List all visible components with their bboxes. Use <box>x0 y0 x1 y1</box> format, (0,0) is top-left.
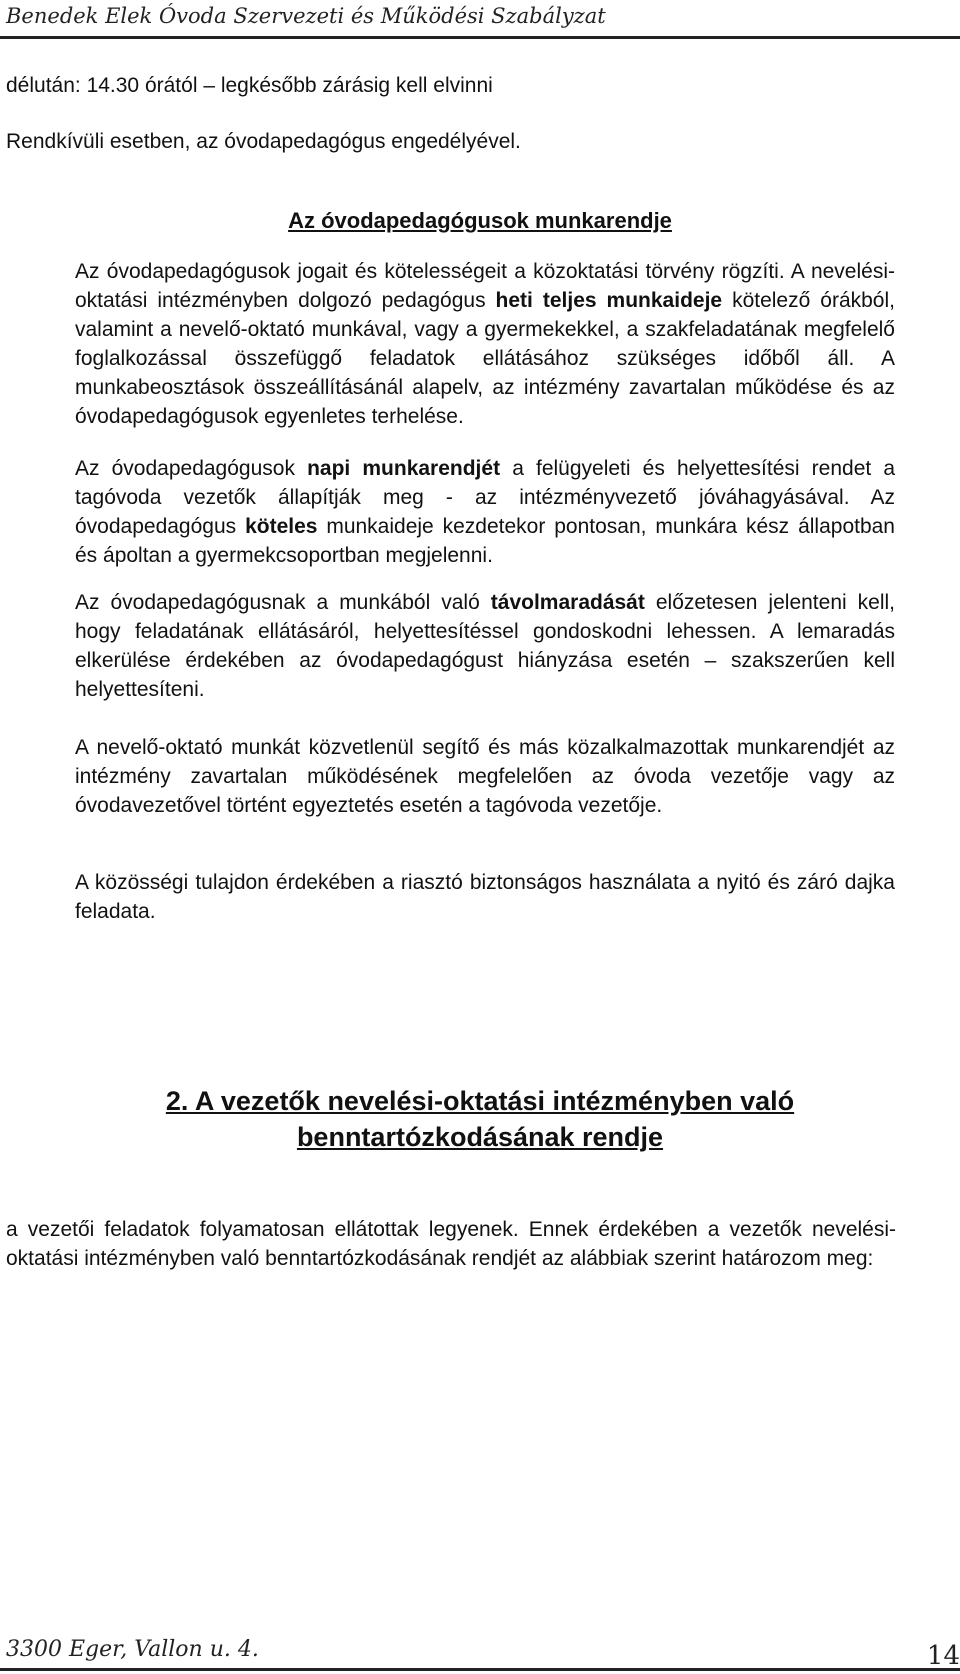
paragraph-absence <box>75 588 895 704</box>
paragraph-text: kötelező órákból, valamint a nevelő-oktató munkával, vagy a gyermekekkel, a szakfeladatának megfelelő foglalkozással összefüggő feladatok ellátásához szükséges időből áll. A munkabeosztások összeállításánál alapelv, az intézmény zavartalan működése és az óvodapedagógusok egyenletes terhelése. <box>75 289 895 428</box>
paragraph-text: Az óvodapedagógusnak a munkából való <box>75 591 491 614</box>
emphasis-absence: távolmaradását <box>490 591 645 614</box>
paragraph-text: munkaideje kezdetekor pontosan, munkára kész állapotban és ápoltan a gyermekcsoportban megjelenni. <box>75 515 895 567</box>
paragraph-text: Az óvodapedagógusok <box>75 457 308 480</box>
header-divider <box>0 36 960 39</box>
footer-address: 3300 Eger, Vallon u. 4. <box>6 1637 259 1662</box>
section-2-title-line2: benntartózkodásának rendje <box>296 1122 664 1152</box>
section-2-title <box>80 1083 880 1155</box>
paragraph-text: a felügyeleti és helyettesítési rendet a tagóvoda vezetők állapítják meg - az intézményvezető jóváhagyásával. Az óvodapedagógus <box>75 457 896 538</box>
paragraph-alarm: A közösségi tulajdon érdekében a riasztó biztonságos használata a nyitó és záró dajka feladata. <box>75 871 895 923</box>
footer-divider <box>0 1668 960 1671</box>
emphasis-daily-schedule: napi munkarendjét <box>307 457 501 480</box>
paragraph-daily-schedule <box>75 454 895 570</box>
page-number: 14 <box>926 1641 960 1671</box>
emphasis-obliged: köteles <box>245 515 318 538</box>
header-title: Benedek Elek Óvoda Szervezeti és Működési Szabályzat <box>6 4 606 28</box>
paragraph-leader-presence: a vezetői feladatok folyamatosan ellátottak legyenek. Ennek érdekében a vezetők nevelési-oktatási intézményben való benntartózkodásának rendjét az alábbiak szerint határozom meg: <box>6 1218 896 1270</box>
subsection-title: Az óvodapedagógusok munkarendje <box>288 208 672 233</box>
intro-line-exception: Rendkívüli esetben, az óvodapedagógus engedélyével. <box>6 130 521 153</box>
paragraph-support-staff: A nevelő-oktató munkát közvetlenül segítő és más közalkalmazottak munkarendjét az intézmény zavartalan működésének megfelelően az óvoda vezetője vagy az óvodavezetővel történt egyeztetés esetén a tagóvoda vezetője. <box>75 736 895 817</box>
section-2-title-line1: 2. A vezetők nevelési-oktatási intézményben való <box>165 1086 795 1116</box>
intro-line-afternoon: délután: 14.30 órától – legkésőbb zárásig kell elvinni <box>6 74 493 97</box>
emphasis-weekly-hours: heti teljes munkaideje <box>495 289 723 312</box>
paragraph-text: Az óvodapedagógusok jogait és kötelességeit a közoktatási törvény rögzíti. A nevelési-oktatási intézményben dolgozó pedagógus <box>75 260 895 312</box>
paragraph-text: előzetesen jelenteni kell, hogy feladatának ellátásáról, helyettesítéssel gondoskodni lehessen. A lemaradás elkerülése érdekében az óvodapedagógust hiányzása esetén – szakszerűen kell helyettesíteni. <box>75 591 896 701</box>
paragraph-working-hours <box>75 257 895 431</box>
